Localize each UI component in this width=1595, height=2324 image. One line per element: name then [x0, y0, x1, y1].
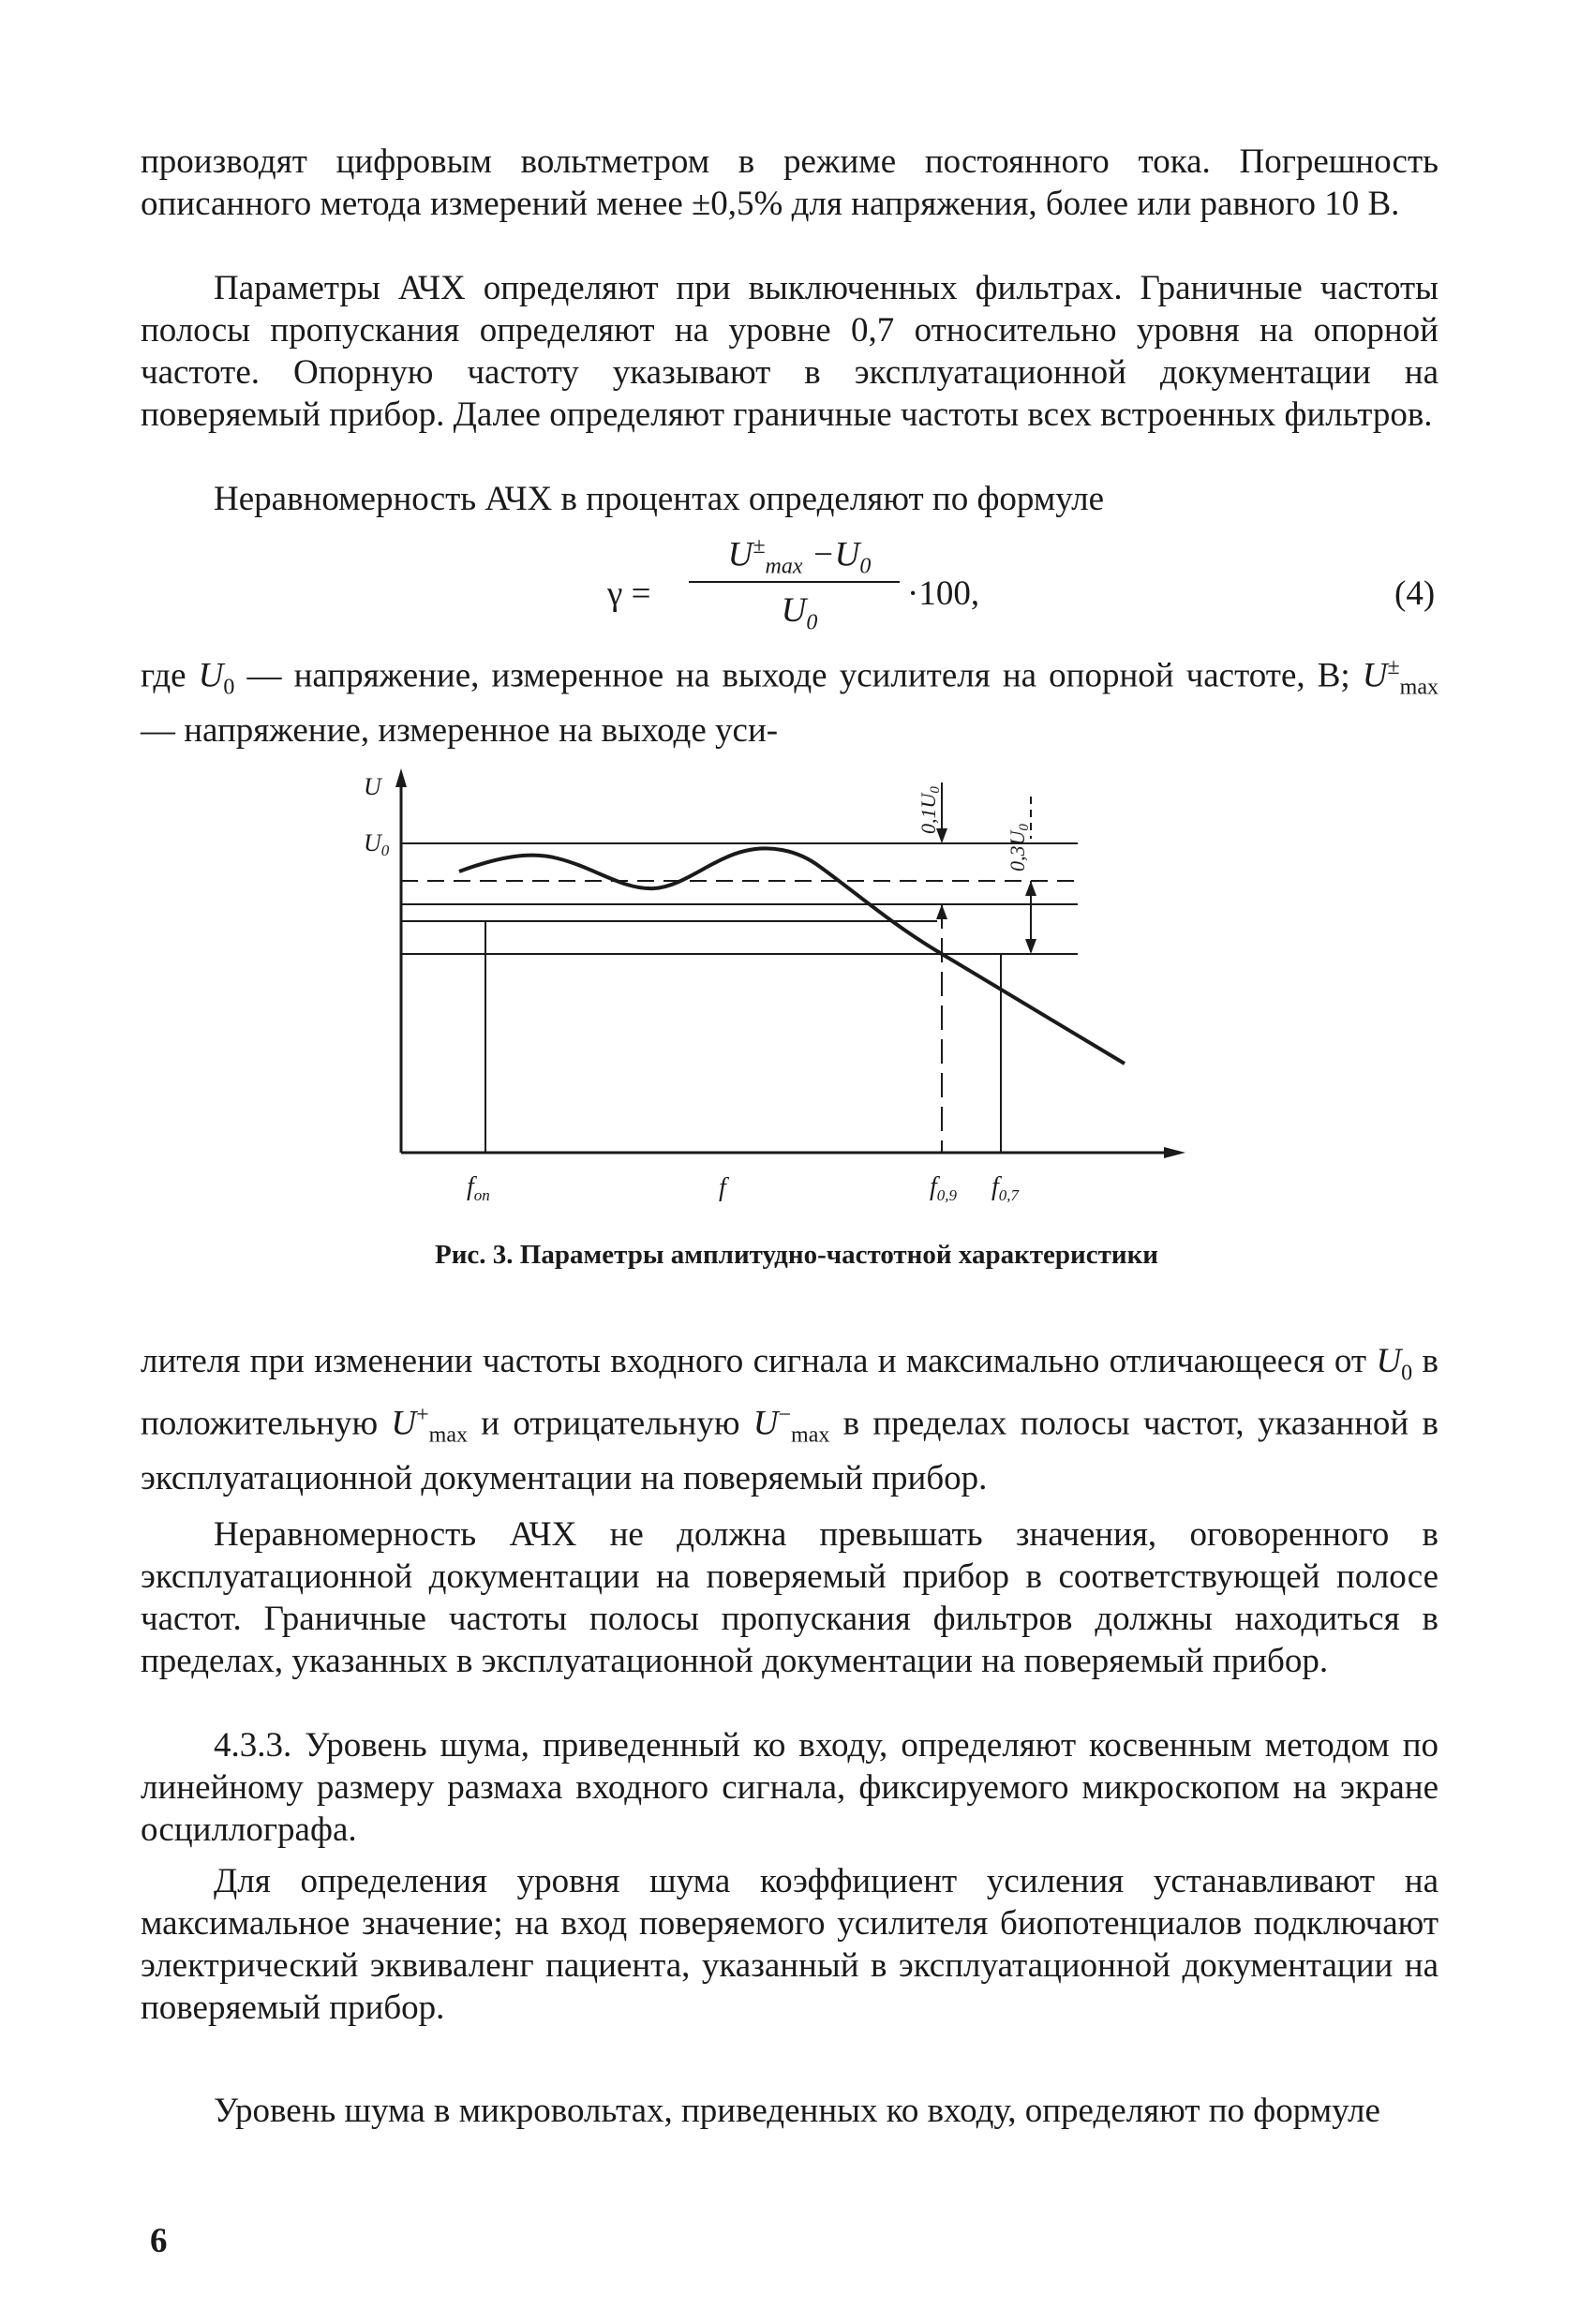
- paragraph-6: Неравномерность АЧХ не должна превышать значения, оговоренного в эксплуатационной документации на поверяемый прибор в соответствующей полосе частот. Граничные частоты полосы пропускания фильтров должны находиться в пределах, указанных в эксплуатационной документации на поверяемый прибор.: [141, 1515, 1438, 1680]
- paragraph-4: где $U_0$ — напряжение, измеренное на выходе усилителя на опорной частоте, В; $U^\pm_{max}$ — напряжение, измеренное на выходе уси-: [141, 655, 1438, 750]
- dim-03-arrow-top: [1025, 881, 1036, 896]
- x-axis-label: f: [719, 1173, 726, 1202]
- paragraph-1: производят цифровым вольтметром в режиме постоянного тока. Погрешность описанного метода измерений менее ±0,5% для напряжения, более или равного 10 В.: [141, 142, 1438, 223]
- paragraph-5: лителя при изменении частоты входного сигнала и максимально отличающееся от $U_0$ в положительную $U^+_{max}$ и отрицательную $U^-_{max}$ в пределах полосы частот, указанной в эксплуатационной документации на поверяемый прибор.: [141, 1342, 1438, 1498]
- formula-4: [0, 534, 1595, 647]
- formula-numerator: $U^\pm_{max} -U_0$: [727, 534, 872, 579]
- paragraph-9: Уровень шума в микровольтах, приведенных ко входу, определяют по формуле: [214, 2092, 1380, 2130]
- y-axis-label: U: [364, 773, 381, 800]
- figure-caption: Рис. 3. Параметры амплитудно-частотной характеристики: [434, 1240, 1158, 1270]
- f-07-label: $f_{0,7}$: [991, 1172, 1020, 1204]
- frequency-response-figure: [356, 768, 1200, 1209]
- dim-03-label: 0,3U0: [1006, 824, 1032, 872]
- formula-denominator: $U_0$: [781, 591, 818, 635]
- formula-multiplier: ·100,: [907, 574, 980, 613]
- equation-number: (4): [1394, 574, 1436, 613]
- page-number: 6: [150, 2222, 168, 2260]
- fraction-bar: [689, 581, 900, 583]
- paragraph-3: Неравномерность АЧХ в процентах определяют по формуле: [214, 480, 1105, 518]
- paragraph-2: Параметры АЧХ определяют при выключенных фильтрах. Граничные частоты полосы пропускания определяют на уровне 0,7 относительно уровня на опорной частоте. Опорную частоту указывают в эксплуатационной документации на поверяемый прибор. Далее определяют граничные частоты всех встроенных фильтров.: [141, 269, 1438, 434]
- dim-03-arrow-bottom: [1025, 939, 1036, 954]
- x-axis-arrow: [1164, 1147, 1185, 1158]
- f-09-label: $f_{0,9}$: [930, 1172, 958, 1204]
- paragraph-8: Для определения уровня шума коэффициент усиления устанавливают на максимальное значение; на вход поверяемого усилителя биопотенциалов подключают электрический эквиваленг пациента, указанный в эксплуатационной документации на поверяемый прибор.: [141, 1862, 1438, 2027]
- paragraph-7: 4.3.3. Уровень шума, приведенный ко входу, определяют косвенным методом по линейному размеру размаха входного сигнала, фиксируемого микроскопом на экране осциллографа.: [141, 1726, 1438, 1849]
- f-op-label: $f_{оп}$: [467, 1172, 490, 1204]
- dim-01-label: 0,1U0: [917, 786, 943, 834]
- y-axis-arrow: [395, 768, 407, 787]
- formula-lhs: γ =: [607, 574, 651, 613]
- u0-label: U0: [364, 829, 390, 859]
